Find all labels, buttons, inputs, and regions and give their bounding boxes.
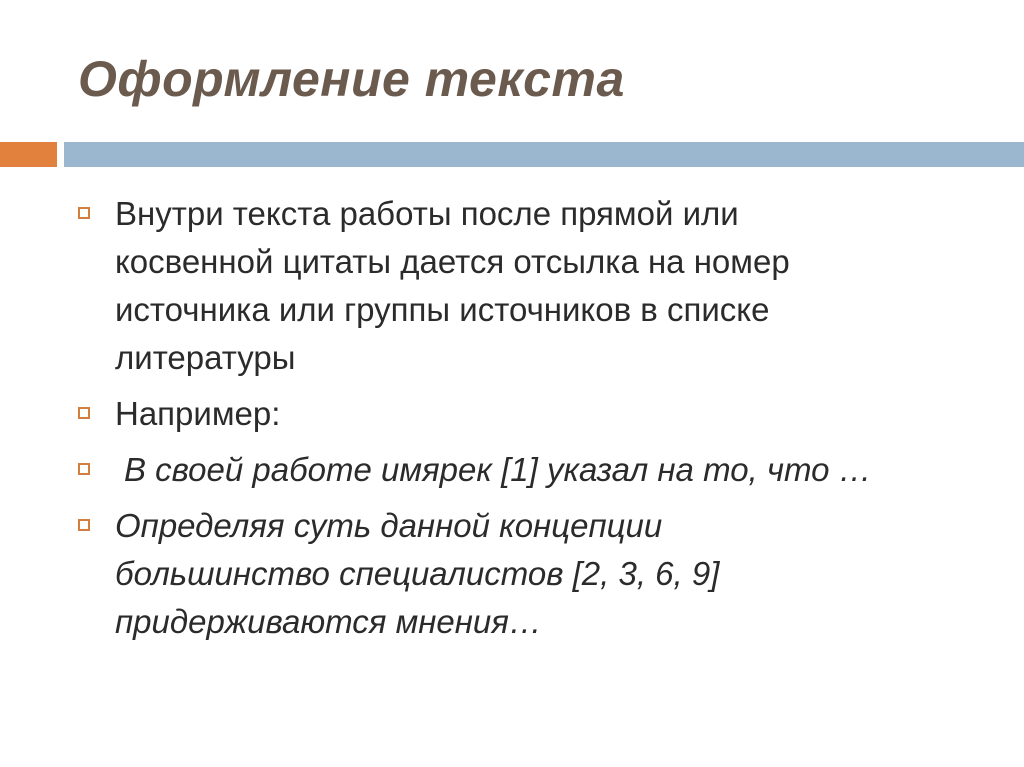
bullet-item	[78, 502, 978, 646]
bullet-item	[78, 446, 978, 494]
bullet-text: Например:	[115, 395, 281, 432]
bullet-item	[78, 390, 978, 438]
bullet-text: Определяя суть данной концепции большинство специалистов [2, 3, 6, 9] придерживаются мнения…	[115, 507, 729, 640]
square-bullet-icon	[78, 207, 90, 219]
square-bullet-icon	[78, 463, 90, 475]
bullet-item	[78, 190, 978, 382]
bullet-text: Внутри текста работы после прямой или косвенной цитаты дается отсылка на номер источника или группы источников в списке литературы	[115, 195, 799, 376]
bullet-list	[78, 190, 978, 654]
square-bullet-icon	[78, 519, 90, 531]
title-divider-bar	[64, 142, 1024, 167]
title-accent-bar	[0, 142, 57, 167]
square-bullet-icon	[78, 407, 90, 419]
slide-title: Оформление текста	[78, 51, 625, 107]
bullet-text: В своей работе имярек [1] указал на то, что …	[124, 451, 872, 488]
